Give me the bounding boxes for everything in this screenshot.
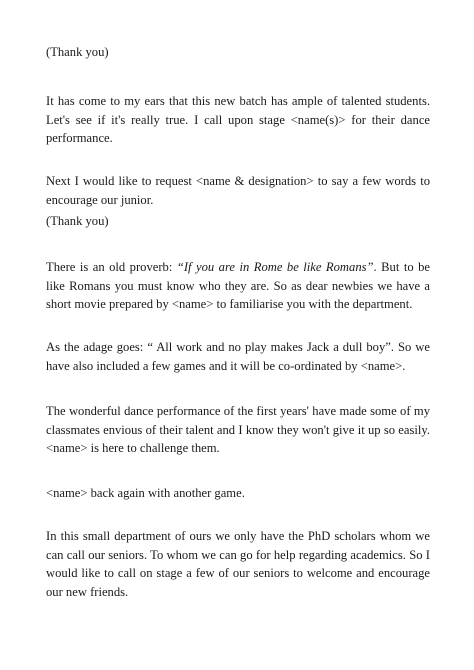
paragraph-another-game: <name> back again with another game. xyxy=(46,486,245,500)
proverb-intro: There is an old proverb: xyxy=(46,260,177,274)
proverb-rest: . But to be like Romans you must know who they are. So as dear newbies we have a short movie prepared by <name> to familiarise you with the department. xyxy=(46,260,431,312)
paragraph-challenge: The wonderful dance performance of the first years' have made some of my classmates envious of their talent and I know they won't give it up so easily. <name> is here to challenge them. xyxy=(46,404,430,456)
paragraph-adage-games: As the adage goes: “ All work and no play makes Jack a dull boy”. So we have also included a few games and it will be co-ordinated by <name>. xyxy=(46,340,430,373)
thank-you-note-1: (Thank you) xyxy=(46,45,109,59)
paragraph-proverb xyxy=(46,258,430,314)
paragraph-request-words: Next I would like to request <name & designation> to say a few words to encourage our junior. xyxy=(46,174,430,207)
thank-you-note-2: (Thank you) xyxy=(46,214,109,228)
paragraph-seniors: In this small department of ours we only have the PhD scholars whom we can call our seniors. To whom we can go for help regarding academics. So I would like to call on stage a few of our seniors to welcome and encourage our new friends. xyxy=(46,529,430,599)
paragraph-dance-performance: It has come to my ears that this new batch has ample of talented students. Let's see if it's really true. I call upon stage <name(s)> for their dance performance. xyxy=(46,94,430,146)
proverb-quote: “If you are in Rome be like Romans” xyxy=(176,260,374,274)
